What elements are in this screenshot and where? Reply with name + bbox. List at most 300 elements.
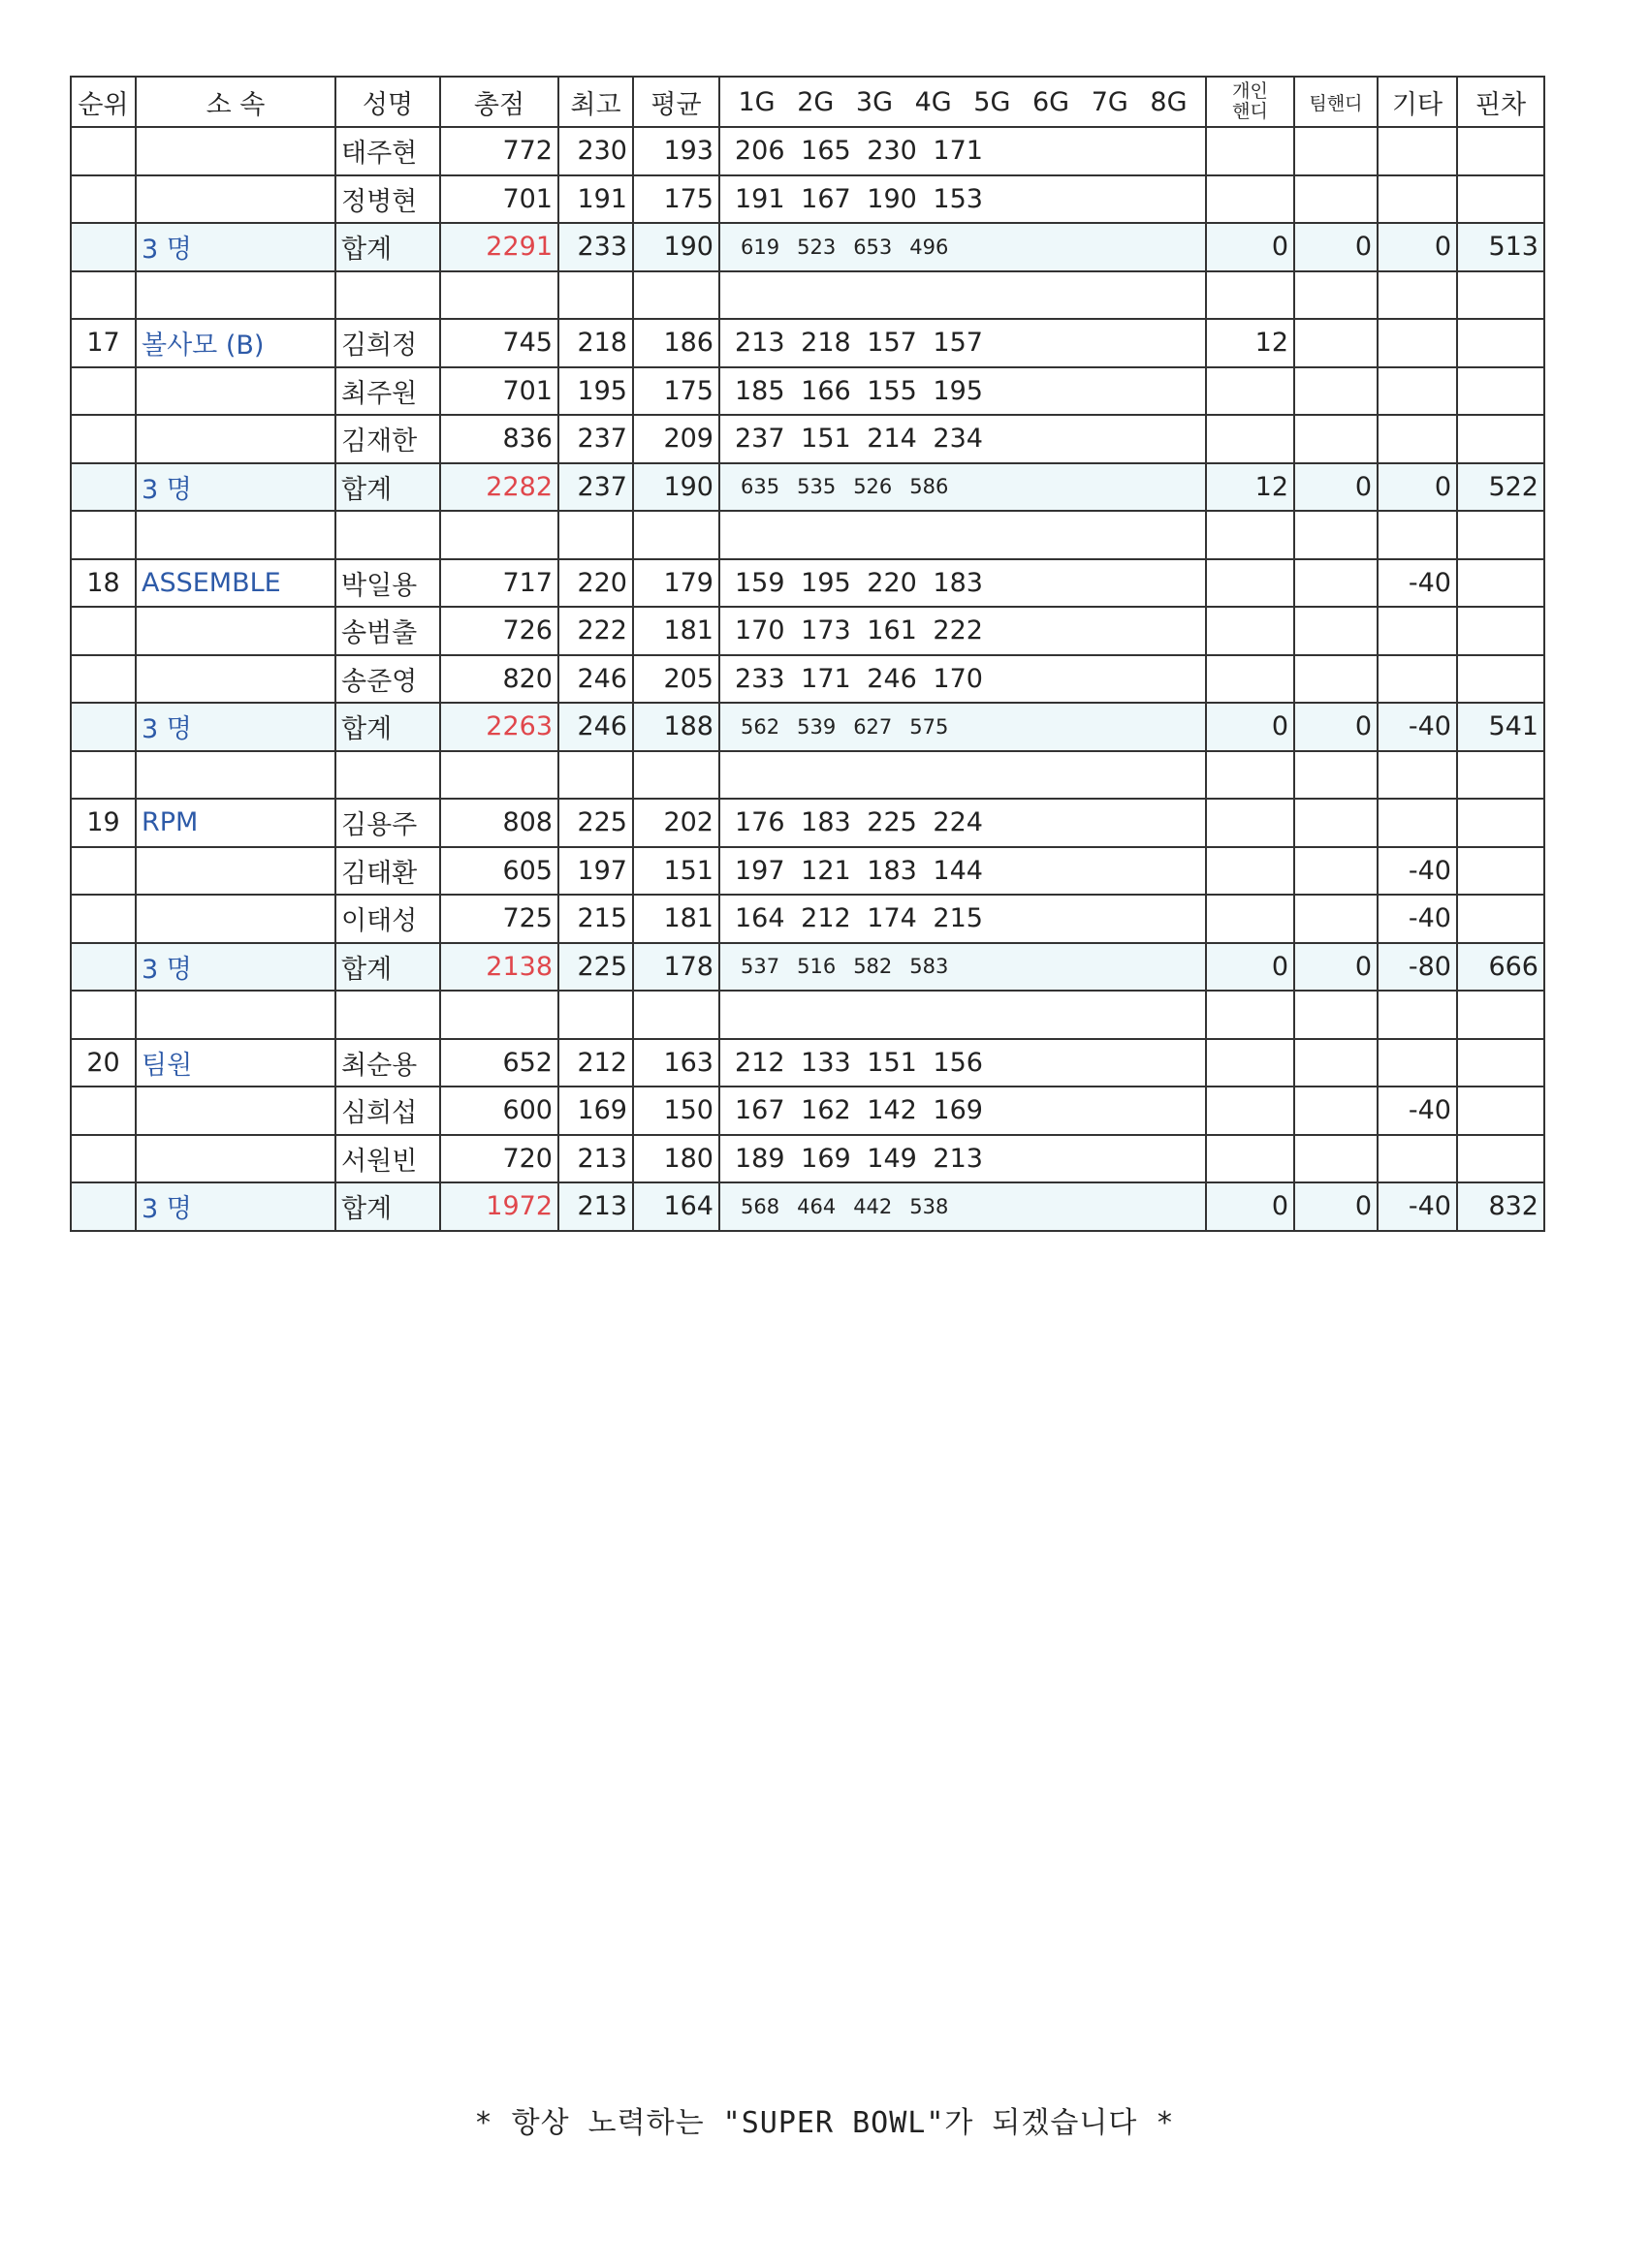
game-score-2: 516: [797, 955, 837, 979]
player-row: [71, 607, 1544, 655]
empty-cell: [1294, 991, 1378, 1039]
game-scores-cell: [719, 367, 1206, 416]
header-indiv-handicap-line2: 핸디: [1232, 101, 1268, 122]
team-cell: RPM: [136, 799, 335, 847]
empty-cell: [1378, 271, 1457, 320]
empty-cell: [633, 991, 719, 1039]
empty-cell: [719, 271, 1206, 320]
average-cell: 186: [633, 319, 719, 367]
game-scores: [725, 136, 1200, 166]
team-handicap-cell: [1294, 367, 1378, 416]
average-cell: 190: [633, 463, 719, 512]
game-score-2: 162: [801, 1095, 851, 1126]
rank-cell: 19: [71, 799, 136, 847]
team-count-cell: 3 명: [136, 703, 335, 751]
empty-cell: [335, 511, 440, 559]
empty-cell: [1206, 991, 1294, 1039]
average-cell: 209: [633, 415, 719, 463]
header-game-2: 2G: [797, 86, 835, 117]
spacer-row: [71, 751, 1544, 800]
empty-cell: [440, 991, 558, 1039]
player-name-cell: 김용주: [335, 799, 440, 847]
game-scores-cell: [719, 127, 1206, 175]
player-total-score-cell: 725: [440, 895, 558, 943]
player-row: [71, 895, 1544, 943]
rank-cell: [71, 895, 136, 943]
game-scores: [725, 856, 1200, 886]
header-rank: 순위: [71, 77, 136, 127]
average-cell: 193: [633, 127, 719, 175]
team-handicap-cell: [1294, 1135, 1378, 1183]
game-score-4: 586: [909, 475, 949, 499]
other-cell: [1378, 1135, 1457, 1183]
average-cell: 181: [633, 607, 719, 655]
empty-cell: [633, 511, 719, 559]
game-score-1: 213: [735, 328, 785, 359]
game-score-1: 537: [741, 955, 780, 979]
header-name: 성명: [335, 77, 440, 127]
game-scores: [725, 328, 1200, 358]
game-score-1: 176: [735, 807, 785, 838]
empty-cell: [558, 511, 633, 559]
empty-cell: [1457, 271, 1544, 320]
game-scores-cell: [719, 1135, 1206, 1183]
empty-cell: [558, 751, 633, 800]
header-game-3: 3G: [855, 86, 893, 117]
game-score-4: 213: [933, 1143, 983, 1174]
game-scores-cell: [719, 463, 1206, 512]
game-scores: [725, 615, 1200, 646]
game-scores: [725, 1144, 1200, 1174]
game-score-1: 212: [735, 1047, 785, 1078]
individual-handicap-cell: [1206, 175, 1294, 224]
player-row: [71, 799, 1544, 847]
high-score-cell: 230: [558, 127, 633, 175]
empty-cell: [633, 271, 719, 320]
game-score-4: 156: [933, 1047, 983, 1078]
team-total-row: [71, 1182, 1544, 1231]
game-score-1: 568: [741, 1194, 780, 1218]
game-score-3: 225: [867, 807, 917, 838]
game-score-1: 170: [735, 615, 785, 646]
pin-difference-cell: [1457, 127, 1544, 175]
average-cell: 179: [633, 559, 719, 608]
game-scores: [725, 184, 1200, 214]
empty-cell: [71, 271, 136, 320]
player-name-cell: 태주현: [335, 127, 440, 175]
pin-difference-cell: 522: [1457, 463, 1544, 512]
game-score-3: 653: [853, 235, 893, 259]
game-score-3: 161: [867, 615, 917, 646]
team-total-row: [71, 223, 1544, 271]
rank-cell: 18: [71, 559, 136, 608]
game-score-4: 234: [933, 424, 983, 455]
game-scores: [725, 424, 1200, 454]
game-scores-cell: [719, 703, 1206, 751]
game-score-4: 157: [933, 328, 983, 359]
empty-cell: [440, 511, 558, 559]
player-total-score-cell: 701: [440, 367, 558, 416]
team-total-row: [71, 703, 1544, 751]
empty-cell: [71, 511, 136, 559]
game-score-3: 142: [867, 1095, 917, 1126]
other-cell: -80: [1378, 943, 1457, 992]
empty-cell: [1206, 751, 1294, 800]
team-handicap-cell: [1294, 655, 1378, 704]
game-score-3: 174: [867, 903, 917, 934]
empty-cell: [136, 751, 335, 800]
other-cell: [1378, 655, 1457, 704]
game-scores: [725, 903, 1200, 933]
player-name-cell: 송범출: [335, 607, 440, 655]
rank-cell: [71, 607, 136, 655]
high-score-cell: 169: [558, 1087, 633, 1135]
table-body: [71, 127, 1544, 1231]
player-total-score-cell: 745: [440, 319, 558, 367]
player-total-score-cell: 600: [440, 1087, 558, 1135]
header-game-6: 6G: [1032, 86, 1070, 117]
team-total-row: [71, 463, 1544, 512]
score-table: [70, 76, 1545, 1232]
game-score-3: 155: [867, 375, 917, 406]
team-handicap-cell: 0: [1294, 943, 1378, 992]
game-scores: [725, 568, 1200, 598]
player-row: [71, 175, 1544, 224]
game-score-4: 224: [933, 807, 983, 838]
average-cell: 163: [633, 1039, 719, 1087]
rank-cell: 20: [71, 1039, 136, 1087]
high-score-cell: 225: [558, 799, 633, 847]
game-score-3: 190: [867, 183, 917, 214]
header-game-4: 4G: [914, 86, 952, 117]
game-scores-cell: [719, 895, 1206, 943]
team-total-score-cell: 2138: [440, 943, 558, 992]
game-scores-cell: [719, 319, 1206, 367]
game-scores: [725, 807, 1200, 837]
high-score-cell: 197: [558, 847, 633, 896]
player-name-cell: 심희섭: [335, 1087, 440, 1135]
average-cell: 151: [633, 847, 719, 896]
pin-difference-cell: [1457, 1039, 1544, 1087]
individual-handicap-cell: 12: [1206, 463, 1294, 512]
individual-handicap-cell: 0: [1206, 223, 1294, 271]
team-total-score-cell: 2282: [440, 463, 558, 512]
individual-handicap-cell: 0: [1206, 1182, 1294, 1231]
player-row: [71, 415, 1544, 463]
high-score-cell: 212: [558, 1039, 633, 1087]
spacer-row: [71, 271, 1544, 320]
other-cell: [1378, 799, 1457, 847]
individual-handicap-cell: [1206, 367, 1294, 416]
high-score-cell: 237: [558, 415, 633, 463]
game-scores: [725, 475, 1200, 498]
empty-cell: [1457, 751, 1544, 800]
player-total-score-cell: 605: [440, 847, 558, 896]
other-cell: [1378, 607, 1457, 655]
high-score-cell: 213: [558, 1135, 633, 1183]
game-score-4: 215: [933, 903, 983, 934]
game-scores: [725, 715, 1200, 739]
high-score-cell: 237: [558, 463, 633, 512]
individual-handicap-cell: [1206, 799, 1294, 847]
game-score-1: 562: [741, 714, 780, 739]
team-handicap-cell: [1294, 799, 1378, 847]
player-row: [71, 559, 1544, 608]
total-label-cell: 합계: [335, 463, 440, 512]
average-cell: 181: [633, 895, 719, 943]
player-name-cell: 이태성: [335, 895, 440, 943]
average-cell: 180: [633, 1135, 719, 1183]
player-name-cell: 최주원: [335, 367, 440, 416]
empty-cell: [71, 991, 136, 1039]
pin-difference-cell: 832: [1457, 1182, 1544, 1231]
game-score-4: 144: [933, 855, 983, 886]
header-affiliation: 소 속: [136, 77, 335, 127]
empty-cell: [440, 271, 558, 320]
individual-handicap-cell: [1206, 847, 1294, 896]
rank-cell: [71, 1087, 136, 1135]
header-pin-diff: 핀차: [1457, 77, 1544, 127]
empty-cell: [1294, 271, 1378, 320]
player-row: [71, 1135, 1544, 1183]
team-cell: [136, 367, 335, 416]
game-score-3: 582: [853, 955, 893, 979]
empty-cell: [719, 511, 1206, 559]
other-cell: -40: [1378, 1182, 1457, 1231]
other-cell: -40: [1378, 895, 1457, 943]
team-cell: [136, 1087, 335, 1135]
header-game-5: 5G: [973, 86, 1011, 117]
other-cell: [1378, 415, 1457, 463]
game-score-4: 171: [933, 136, 983, 167]
team-handicap-cell: [1294, 847, 1378, 896]
individual-handicap-cell: 0: [1206, 703, 1294, 751]
game-scores: [725, 376, 1200, 406]
game-score-1: 233: [735, 663, 785, 694]
header-row: [71, 77, 1544, 127]
team-handicap-cell: [1294, 127, 1378, 175]
header-other: 기타: [1378, 77, 1457, 127]
game-score-2: 133: [801, 1047, 851, 1078]
team-count-cell: 3 명: [136, 1182, 335, 1231]
header-average: 평균: [633, 77, 719, 127]
other-cell: -40: [1378, 847, 1457, 896]
header-game-8: 8G: [1150, 86, 1188, 117]
empty-cell: [719, 751, 1206, 800]
game-score-4: 195: [933, 375, 983, 406]
game-score-1: 189: [735, 1143, 785, 1174]
high-score-cell: 195: [558, 367, 633, 416]
team-cell: 볼사모 (B): [136, 319, 335, 367]
player-name-cell: 최순용: [335, 1039, 440, 1087]
pin-difference-cell: [1457, 847, 1544, 896]
empty-cell: [335, 991, 440, 1039]
empty-cell: [136, 271, 335, 320]
empty-cell: [136, 991, 335, 1039]
other-cell: [1378, 175, 1457, 224]
high-score-cell: 215: [558, 895, 633, 943]
empty-cell: [1457, 511, 1544, 559]
total-label-cell: 합계: [335, 1182, 440, 1231]
game-score-3: 627: [853, 714, 893, 739]
game-score-2: 173: [801, 615, 851, 646]
game-scores: [725, 664, 1200, 694]
game-scores: [725, 1195, 1200, 1218]
pin-difference-cell: [1457, 1087, 1544, 1135]
game-score-4: 496: [909, 235, 949, 259]
rank-cell: [71, 463, 136, 512]
header-game-1: 1G: [738, 86, 776, 117]
average-cell: 190: [633, 223, 719, 271]
average-cell: 178: [633, 943, 719, 992]
average-cell: 175: [633, 175, 719, 224]
team-handicap-cell: [1294, 1039, 1378, 1087]
game-scores-cell: [719, 799, 1206, 847]
high-score-cell: 233: [558, 223, 633, 271]
team-handicap-cell: 0: [1294, 703, 1378, 751]
game-score-2: 166: [801, 375, 851, 406]
rank-cell: [71, 1182, 136, 1231]
other-cell: -40: [1378, 703, 1457, 751]
pin-difference-cell: [1457, 367, 1544, 416]
team-cell: 팀원: [136, 1039, 335, 1087]
game-scores-cell: [719, 559, 1206, 608]
team-count-cell: 3 명: [136, 943, 335, 992]
high-score-cell: 220: [558, 559, 633, 608]
high-score-cell: 246: [558, 655, 633, 704]
game-scores-cell: [719, 943, 1206, 992]
individual-handicap-cell: [1206, 655, 1294, 704]
player-name-cell: 정병현: [335, 175, 440, 224]
game-score-2: 167: [801, 183, 851, 214]
team-handicap-cell: [1294, 895, 1378, 943]
game-score-1: 197: [735, 855, 785, 886]
game-scores-cell: [719, 175, 1206, 224]
game-score-1: 164: [735, 903, 785, 934]
game-scores: [725, 955, 1200, 978]
empty-cell: [1378, 991, 1457, 1039]
game-score-1: 237: [735, 424, 785, 455]
pin-difference-cell: [1457, 559, 1544, 608]
game-score-2: 151: [801, 424, 851, 455]
high-score-cell: 222: [558, 607, 633, 655]
game-score-2: 523: [797, 235, 837, 259]
pin-difference-cell: [1457, 175, 1544, 224]
header-game-7: 7G: [1091, 86, 1128, 117]
team-cell: [136, 895, 335, 943]
individual-handicap-cell: [1206, 1135, 1294, 1183]
empty-cell: [1378, 511, 1457, 559]
game-score-3: 214: [867, 424, 917, 455]
high-score-cell: 191: [558, 175, 633, 224]
game-score-2: 169: [801, 1143, 851, 1174]
header-high: 최고: [558, 77, 633, 127]
header-indiv-handicap-line1: 개인: [1232, 80, 1268, 102]
pin-difference-cell: [1457, 799, 1544, 847]
game-score-2: 183: [801, 807, 851, 838]
pin-difference-cell: [1457, 607, 1544, 655]
game-score-4: 583: [909, 955, 949, 979]
high-score-cell: 225: [558, 943, 633, 992]
high-score-cell: 246: [558, 703, 633, 751]
pin-difference-cell: [1457, 415, 1544, 463]
game-scores-cell: [719, 223, 1206, 271]
team-handicap-cell: [1294, 175, 1378, 224]
player-name-cell: 김재한: [335, 415, 440, 463]
total-label-cell: 합계: [335, 703, 440, 751]
pin-difference-cell: [1457, 319, 1544, 367]
pin-difference-cell: 666: [1457, 943, 1544, 992]
rank-cell: [71, 415, 136, 463]
player-name-cell: 김희정: [335, 319, 440, 367]
team-total-score-cell: 1972: [440, 1182, 558, 1231]
game-score-4: 575: [909, 714, 949, 739]
empty-cell: [1457, 991, 1544, 1039]
empty-cell: [136, 511, 335, 559]
other-cell: 0: [1378, 223, 1457, 271]
player-name-cell: 김태환: [335, 847, 440, 896]
team-handicap-cell: [1294, 415, 1378, 463]
rank-cell: [71, 367, 136, 416]
other-cell: -40: [1378, 1087, 1457, 1135]
rank-cell: [71, 943, 136, 992]
game-score-3: 220: [867, 567, 917, 598]
player-total-score-cell: 820: [440, 655, 558, 704]
player-total-score-cell: 772: [440, 127, 558, 175]
pin-difference-cell: [1457, 895, 1544, 943]
other-cell: [1378, 127, 1457, 175]
total-label-cell: 합계: [335, 943, 440, 992]
individual-handicap-cell: [1206, 895, 1294, 943]
team-count-cell: 3 명: [136, 463, 335, 512]
game-scores-cell: [719, 1039, 1206, 1087]
game-score-2: 165: [801, 136, 851, 167]
game-score-4: 170: [933, 663, 983, 694]
game-scores-cell: [719, 1087, 1206, 1135]
high-score-cell: 213: [558, 1182, 633, 1231]
footer-message: * 항상 노력하는 "SUPER BOWL"가 되겠습니다 *: [474, 2106, 1175, 2140]
team-total-score-cell: 2291: [440, 223, 558, 271]
individual-handicap-cell: [1206, 607, 1294, 655]
average-cell: 164: [633, 1182, 719, 1231]
team-handicap-cell: 0: [1294, 463, 1378, 512]
individual-handicap-cell: 0: [1206, 943, 1294, 992]
team-total-score-cell: 2263: [440, 703, 558, 751]
game-scores-cell: [719, 1182, 1206, 1231]
game-scores-cell: [719, 847, 1206, 896]
team-handicap-cell: [1294, 319, 1378, 367]
empty-cell: [1206, 271, 1294, 320]
rank-cell: [71, 847, 136, 896]
individual-handicap-cell: [1206, 559, 1294, 608]
team-cell: [136, 415, 335, 463]
team-cell: [136, 607, 335, 655]
rank-cell: 17: [71, 319, 136, 367]
empty-cell: [1294, 751, 1378, 800]
individual-handicap-cell: 12: [1206, 319, 1294, 367]
player-total-score-cell: 836: [440, 415, 558, 463]
game-score-1: 206: [735, 136, 785, 167]
other-cell: [1378, 1039, 1457, 1087]
team-cell: [136, 127, 335, 175]
game-score-4: 153: [933, 183, 983, 214]
empty-cell: [440, 751, 558, 800]
player-row: [71, 319, 1544, 367]
other-cell: 0: [1378, 463, 1457, 512]
rank-cell: [71, 223, 136, 271]
pin-difference-cell: [1457, 1135, 1544, 1183]
rank-cell: [71, 175, 136, 224]
